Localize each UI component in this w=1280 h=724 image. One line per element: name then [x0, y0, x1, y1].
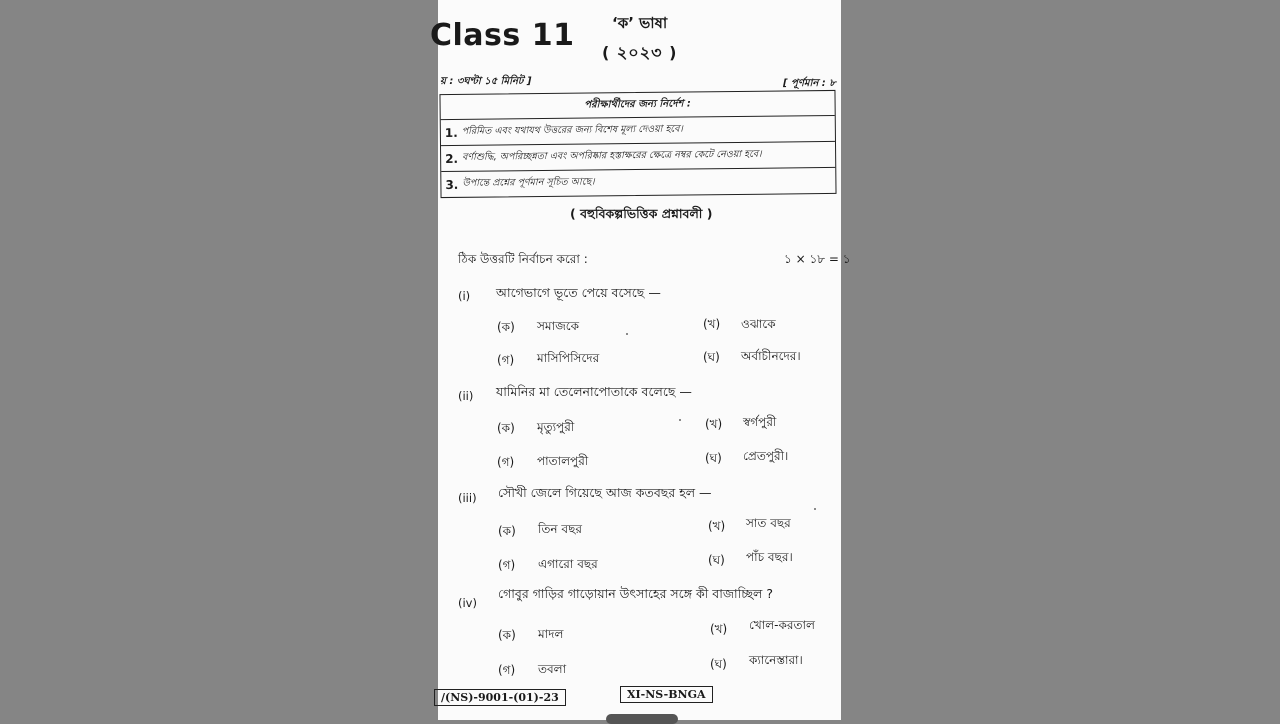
option-text: ক্যানেস্তারা।: [749, 653, 803, 667]
section-title: ( বহুবিকল্পভিত্তিক প্রশ্নাবলী ): [570, 206, 713, 221]
scan-speck: [679, 419, 681, 421]
question-text: যামিনির মা তেলেনাপোতাকে বলেছে —: [496, 384, 692, 399]
instruction-text: উপান্তে প্রশ্নের পূর্ণমান সূচিত আছে।: [462, 176, 595, 189]
time-allowed: য় : ৩ঘণ্টা ১৫ মিনিট ]: [440, 76, 532, 87]
subject-code: XI-NS-BNGA: [620, 686, 713, 703]
option-label: (গ): [498, 558, 516, 572]
option-label: (খ): [708, 519, 726, 533]
instruction-text: পরিমিত এবং যথাযথ উত্তরের জন্য বিশেষ মূল্য দেওয়া হবে।: [461, 123, 683, 137]
instructions-heading: পরীক্ষার্থীদের জন্য নির্দেশ :: [584, 98, 691, 111]
instruction-number: 3.: [445, 177, 459, 192]
question-number: (iv): [458, 596, 477, 610]
question-text: সৌখী জেলে গিয়েছে আজ কতবছর হল —: [498, 485, 712, 500]
option-text: অর্বাচীনদের।: [741, 349, 801, 363]
option-text: সাত বছর: [746, 516, 791, 530]
option-text: সমাজকে: [537, 319, 580, 333]
question-number: (i): [458, 289, 471, 303]
option-label: (ঘ): [708, 553, 725, 567]
instruction-number: 2.: [445, 151, 459, 166]
option-text: এগারো বছর: [538, 557, 598, 571]
section-directive: ঠিক উত্তরটি নির্বাচন করো :: [458, 252, 588, 266]
instruction-item: [441, 167, 835, 197]
exam-year: ( ২০২৩ ): [602, 43, 678, 62]
option-label: (ক): [497, 320, 515, 334]
section-score: ১ × ১৮ = ১: [784, 252, 851, 266]
option-label: (গ): [498, 663, 516, 677]
option-label: (খ): [710, 622, 728, 636]
instruction-item: [441, 141, 835, 171]
bottom-overlay-bar: [606, 714, 678, 724]
question-number: (iii): [458, 491, 477, 505]
option-label: (ক): [498, 524, 516, 538]
option-label: (ঘ): [710, 657, 727, 671]
option-text: মাসিপিসিদের: [537, 351, 600, 365]
option-text: পাতালপুরী: [537, 454, 589, 468]
option-label: (খ): [705, 417, 723, 431]
instructions-box: [439, 90, 836, 198]
question-text: গোবুর গাড়ির গাড়োয়ান উৎসাহের সঙ্গে কী বাজাচ্ছিল ?: [498, 586, 773, 601]
instruction-text: বর্ণাশুদ্ধি, অপরিচ্ছন্নতা এবং অপরিষ্কার হস্তাক্ষরের ক্ষেত্রে নম্বর কেটে নেওয়া হবে।: [461, 148, 762, 163]
option-label: (গ): [497, 455, 515, 469]
option-label: (ক): [497, 421, 515, 435]
option-text: পাঁচ বছর।: [746, 550, 793, 564]
class-title: Class 11: [430, 18, 575, 53]
option-text: খোল-করতাল: [749, 618, 815, 632]
option-label: (ক): [498, 628, 516, 642]
option-label: (খ): [703, 317, 721, 331]
instruction-item: [441, 115, 835, 145]
exam-paper: [430, 0, 851, 720]
option-label: (ঘ): [705, 451, 722, 465]
full-marks: [ পূর্ণমান : ৮: [783, 78, 836, 89]
subject-title: ‘ক’ ভাষা: [612, 14, 668, 32]
question-number: (ii): [458, 389, 474, 403]
option-text: তিন বছর: [538, 522, 582, 536]
option-text: প্রেতপুরী।: [743, 449, 789, 463]
scan-speck: [814, 508, 816, 510]
option-text: মাদল: [538, 627, 564, 641]
question-text: আগেভাগে ভূতে পেয়ে বসেছে —: [496, 285, 661, 300]
option-text: মৃত্যুপুরী: [537, 420, 575, 434]
option-text: ওঝাকে: [741, 317, 776, 331]
scan-speck: [626, 333, 628, 335]
paper-code: /(NS)-9001-(01)-23: [434, 689, 566, 706]
option-label: (গ): [497, 353, 515, 367]
option-text: স্বর্গপুরী: [743, 415, 777, 429]
option-text: তবলা: [538, 662, 567, 676]
option-label: (ঘ): [703, 350, 720, 364]
instruction-number: 1.: [444, 125, 458, 140]
